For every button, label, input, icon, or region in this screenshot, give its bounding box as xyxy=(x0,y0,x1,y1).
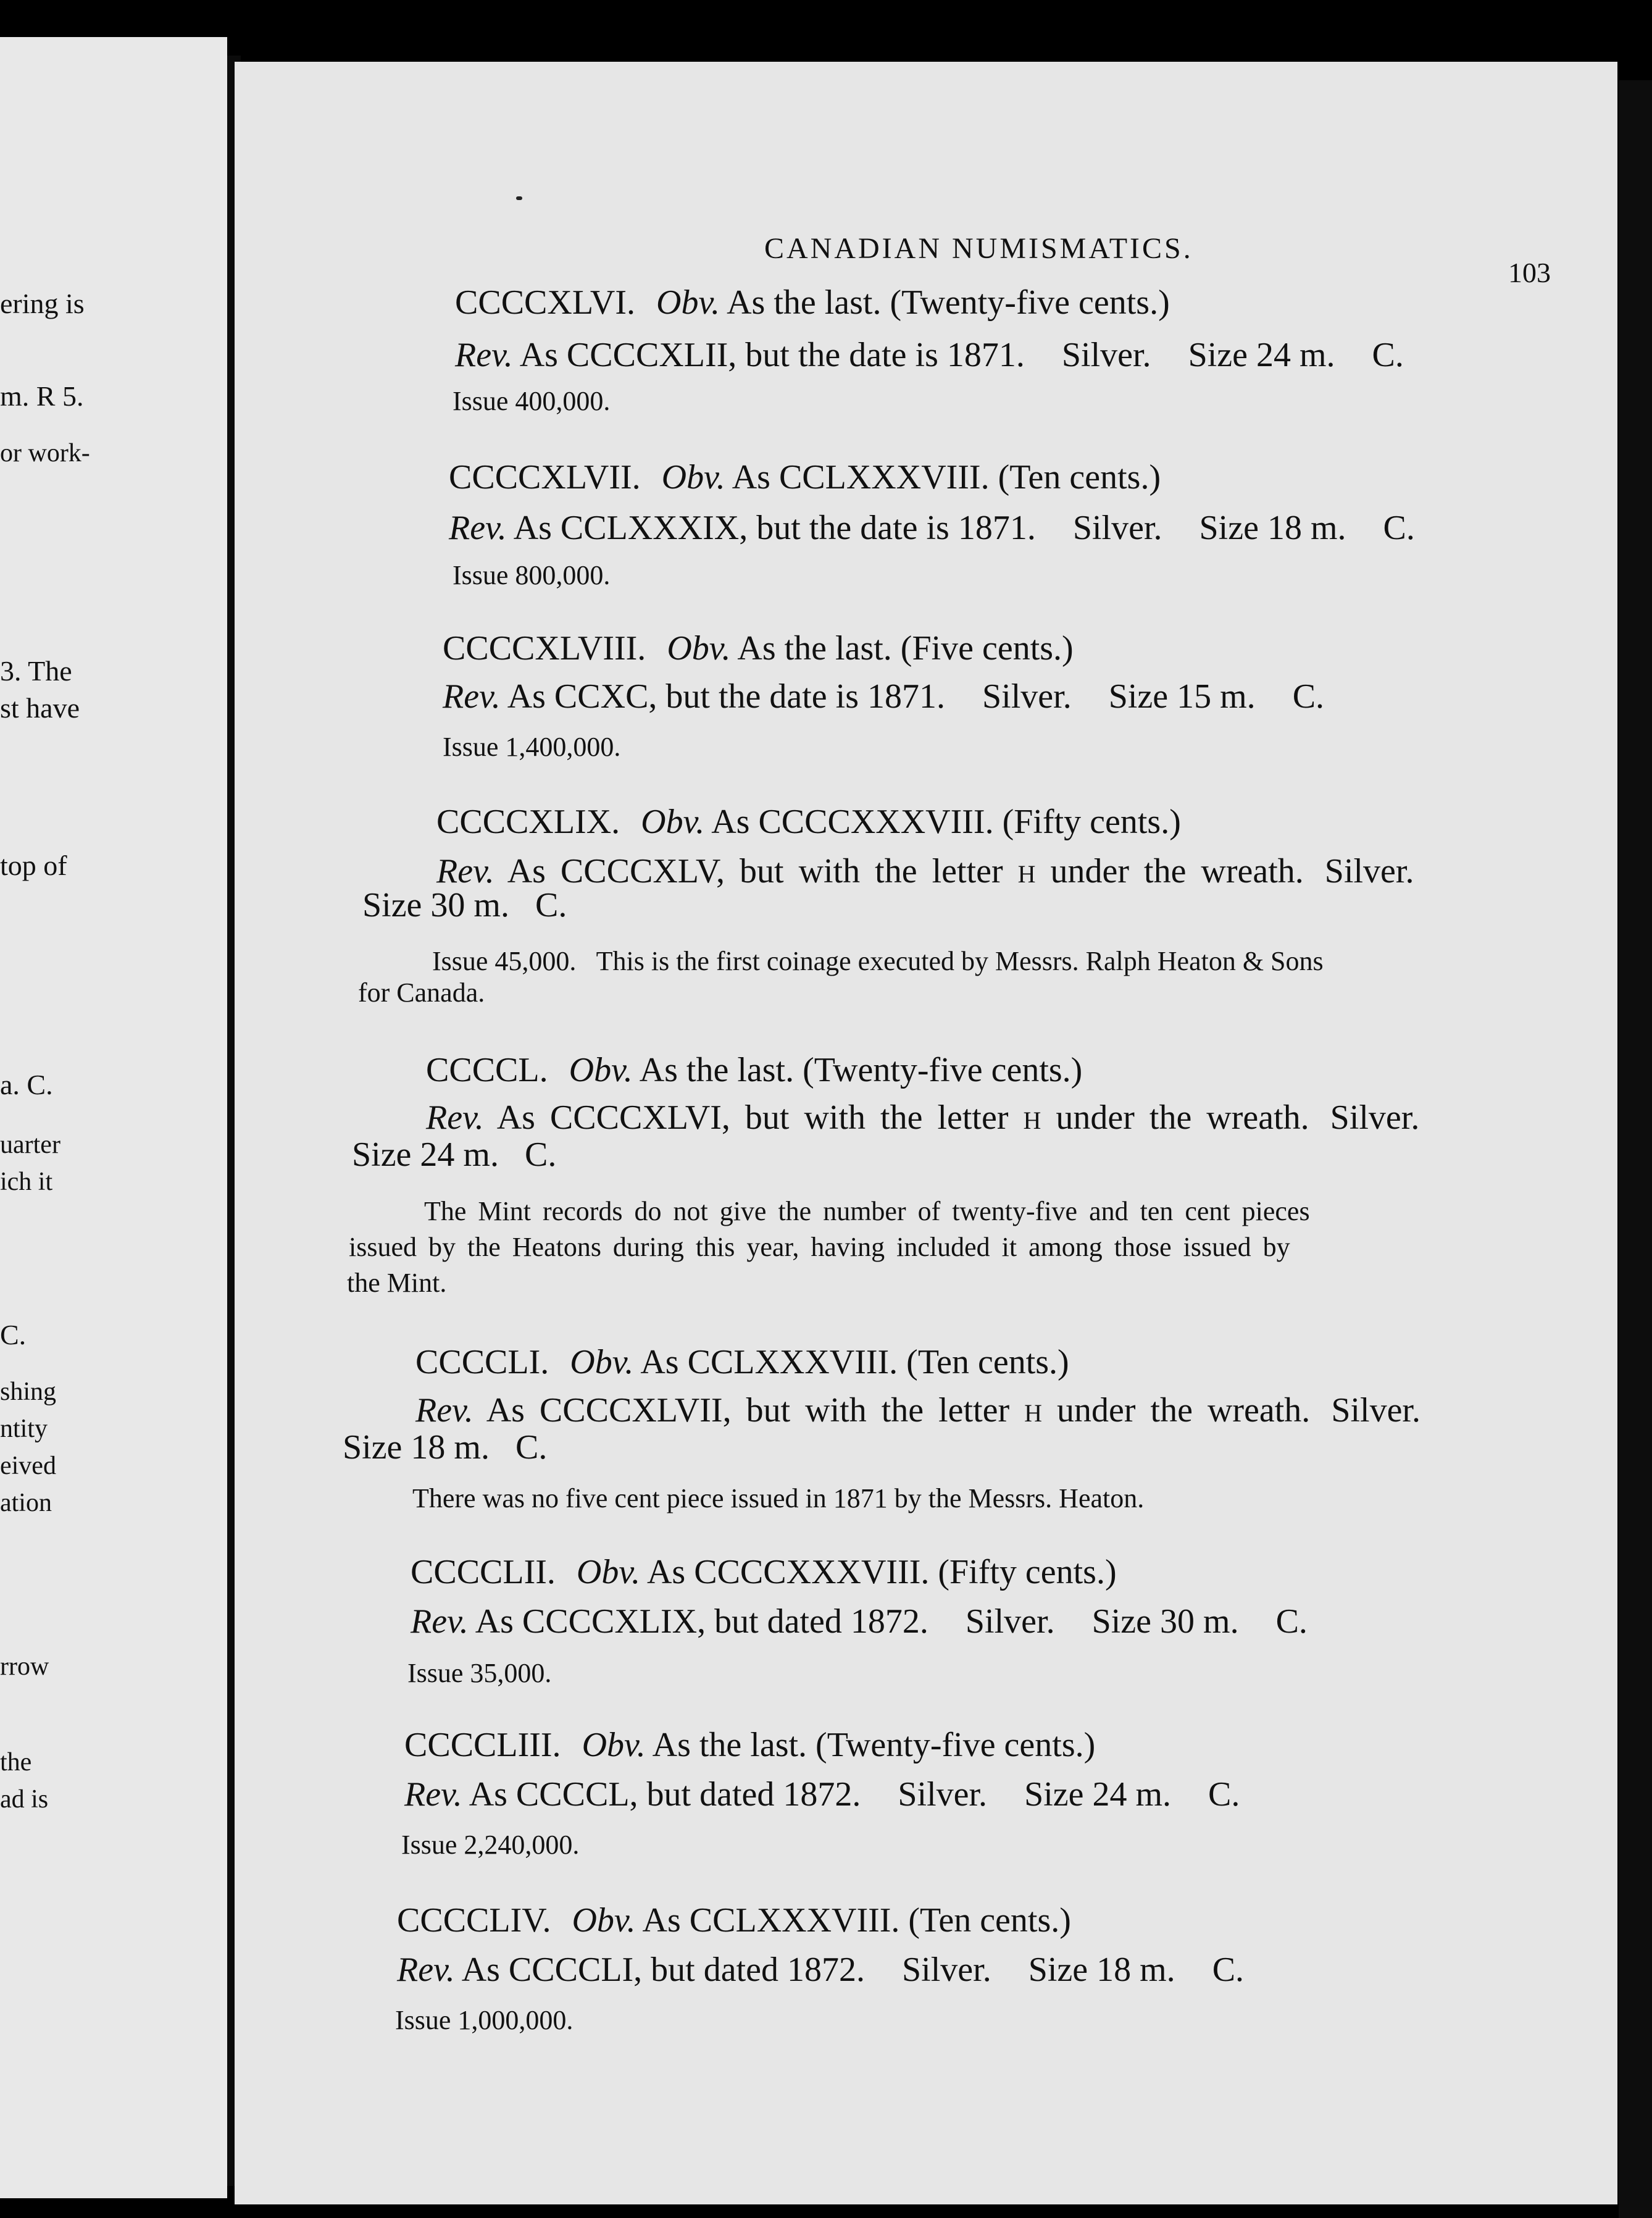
rarity: C. xyxy=(1372,336,1404,374)
entry-note: There was no five cent piece issued in 1871 by the Messrs. Heaton. xyxy=(412,1483,1145,1513)
reverse-line xyxy=(404,1777,1240,1812)
reverse-text: As CCXC, but the date is 1871. xyxy=(507,677,946,716)
left-fragment: C. xyxy=(0,1319,27,1350)
reverse-text: As CCCCLI, but dated 1872. xyxy=(461,1951,866,1989)
size-rarity: Size 18 m. C. xyxy=(343,1428,548,1467)
entry-note: The Mint records do not give the number of twenty-five and ten cent pieces xyxy=(424,1196,1310,1226)
print-speck xyxy=(516,196,522,200)
metal: Silver. xyxy=(1331,1391,1420,1429)
left-fragment: st have xyxy=(0,692,80,724)
entry-heading xyxy=(436,805,1181,839)
left-fragment: top of xyxy=(0,850,67,881)
reverse-line xyxy=(415,1393,1420,1428)
mint-mark: H xyxy=(1024,1399,1043,1427)
reverse-label: Rev. xyxy=(411,1602,469,1641)
entry-heading xyxy=(397,1903,1071,1938)
reverse-line xyxy=(443,679,1324,714)
reverse-text: As CCCCXLII, but the date is 1871. xyxy=(519,336,1025,374)
size: Size 15 m. xyxy=(1108,677,1256,716)
size-rarity: Size 24 m. C. xyxy=(352,1136,557,1174)
size: Size 18 m. xyxy=(1199,509,1346,547)
size: Size 24 m. xyxy=(1024,1775,1172,1814)
reverse-text: As CCCCXLV, but with the letter xyxy=(507,852,1003,890)
reverse-text: As CCCCL, but dated 1872. xyxy=(469,1775,861,1814)
reverse-label: Rev. xyxy=(455,336,513,374)
obverse-label: Obv. xyxy=(641,803,705,841)
obverse-label: Obv. xyxy=(569,1051,633,1089)
left-fragment: ation xyxy=(0,1489,52,1517)
obverse-label: Obv. xyxy=(572,1901,636,1940)
size: Size 18 m. xyxy=(1028,1951,1175,1989)
obverse-text: As CCCCXXXVIII. (Fifty cents.) xyxy=(646,1553,1117,1591)
entry-note: Issue 400,000. xyxy=(453,386,611,416)
left-fragment: ad is xyxy=(0,1785,49,1814)
entry-heading xyxy=(443,631,1074,666)
obverse-text: As CCCCXXXVIII. (Fifty cents.) xyxy=(711,803,1181,841)
left-fragment: uarter xyxy=(0,1131,60,1159)
entry-note-cont: issued by the Heatons during this year, having included it among those issued by xyxy=(349,1232,1290,1262)
reverse-label: Rev. xyxy=(404,1775,462,1814)
left-fragment: shing xyxy=(0,1378,57,1406)
rarity: C. xyxy=(1212,1951,1245,1989)
obverse-label: Obv. xyxy=(582,1726,646,1764)
rarity: C. xyxy=(1275,1602,1308,1641)
obverse-text: As the last. (Twenty-five cents.) xyxy=(652,1726,1096,1764)
obverse-text: As the last. (Twenty-five cents.) xyxy=(727,283,1170,322)
entry-note: Issue 45,000. This is the first coinage executed by Messrs. Ralph Heaton & Sons xyxy=(432,946,1324,976)
metal: Silver. xyxy=(1072,509,1162,547)
reverse-line xyxy=(449,511,1415,545)
entry-heading xyxy=(455,285,1170,320)
left-fragment: ering is xyxy=(0,288,85,319)
page-number: 103 xyxy=(1508,257,1551,288)
entry-note: Issue 1,400,000. xyxy=(443,732,621,762)
obverse-label: Obv. xyxy=(667,629,731,667)
reverse-text: As CCCCXLIX, but dated 1872. xyxy=(475,1602,928,1641)
left-fragment: 3. The xyxy=(0,655,72,687)
left-fragment: m. R 5. xyxy=(0,380,84,412)
reverse-label: Rev. xyxy=(436,852,494,890)
reverse-line xyxy=(436,854,1414,889)
reverse-label: Rev. xyxy=(426,1099,484,1137)
reverse-text: As CCCCXLVII, but with the letter xyxy=(486,1391,1010,1429)
entry-number: CCCCXLVII. xyxy=(449,458,641,496)
reverse-text-cont: under the wreath. xyxy=(1050,852,1304,890)
mint-mark: H xyxy=(1017,860,1036,888)
reverse-text-cont: under the wreath. xyxy=(1057,1391,1311,1429)
reverse-label: Rev. xyxy=(449,509,507,547)
reverse-line xyxy=(411,1604,1308,1639)
obverse-text: As the last. (Twenty-five cents.) xyxy=(639,1051,1083,1089)
reverse-text: As CCCCXLVI, but with the letter xyxy=(496,1099,1009,1137)
entry-note: Issue 35,000. xyxy=(407,1658,552,1688)
entry-heading xyxy=(404,1728,1095,1762)
entry-number: CCCCXLVIII. xyxy=(443,629,646,667)
entry-heading xyxy=(449,460,1161,495)
rarity: C. xyxy=(1292,677,1325,716)
obverse-text: As CCLXXXVIII. (Ten cents.) xyxy=(642,1901,1071,1940)
left-fragment: or work- xyxy=(0,439,90,467)
entry-note: Issue 1,000,000. xyxy=(395,2005,574,2035)
entry-number: CCCCL. xyxy=(426,1051,548,1089)
reverse-text-cont: under the wreath. xyxy=(1056,1099,1309,1137)
left-fragment: ich it xyxy=(0,1168,53,1196)
entry-number: CCCCLI. xyxy=(415,1343,549,1381)
entry-note-cont: the Mint. xyxy=(347,1268,447,1298)
reverse-line xyxy=(426,1100,1419,1135)
size-rarity: Size 30 m. C. xyxy=(362,886,567,924)
rarity: C. xyxy=(1383,509,1415,547)
obverse-label: Obv. xyxy=(570,1343,634,1381)
metal: Silver. xyxy=(1061,336,1151,374)
obverse-text: As CCLXXXVIII. (Ten cents.) xyxy=(640,1343,1069,1381)
mint-mark: H xyxy=(1023,1107,1041,1134)
reverse-label: Rev. xyxy=(415,1391,473,1429)
entry-heading xyxy=(411,1555,1117,1589)
metal: Silver. xyxy=(1324,852,1414,890)
entry-number: CCCCLII. xyxy=(411,1553,556,1591)
previous-page-margin xyxy=(0,37,227,2198)
entry-number: CCCCLIII. xyxy=(404,1726,561,1764)
entry-number: CCCCXLVI. xyxy=(455,283,636,322)
metal: Silver. xyxy=(902,1951,991,1989)
left-fragment: the xyxy=(0,1748,32,1776)
size: Size 24 m. xyxy=(1188,336,1335,374)
entry-number: CCCCXLIX. xyxy=(436,803,620,841)
entry-note: Issue 2,240,000. xyxy=(401,1830,580,1860)
obverse-text: As CCLXXXVIII. (Ten cents.) xyxy=(732,458,1161,496)
running-head: CANADIAN NUMISMATICS. xyxy=(764,232,1193,265)
rarity: C. xyxy=(1208,1775,1240,1814)
metal: Silver. xyxy=(965,1602,1055,1641)
reverse-label: Rev. xyxy=(443,677,501,716)
left-fragment: ntity xyxy=(0,1415,48,1443)
obverse-text: As the last. (Five cents.) xyxy=(737,629,1074,667)
entry-note-cont: for Canada. xyxy=(358,977,485,1008)
reverse-line xyxy=(397,1952,1244,1987)
left-fragment: eived xyxy=(0,1452,56,1480)
metal: Silver. xyxy=(1330,1099,1420,1137)
obverse-label: Obv. xyxy=(661,458,725,496)
metal: Silver. xyxy=(898,1775,988,1814)
left-fragment: rrow xyxy=(0,1652,49,1681)
entry-number: CCCCLIV. xyxy=(397,1901,551,1940)
entry-heading xyxy=(415,1345,1069,1379)
obverse-label: Obv. xyxy=(576,1553,641,1591)
entry-heading xyxy=(426,1053,1082,1087)
reverse-line xyxy=(455,338,1404,372)
entry-note: Issue 800,000. xyxy=(453,560,611,590)
obverse-label: Obv. xyxy=(656,283,720,322)
page-edge-shadow xyxy=(1619,80,1652,2218)
size: Size 30 m. xyxy=(1091,1602,1239,1641)
reverse-text: As CCLXXXIX, but the date is 1871. xyxy=(513,509,1036,547)
left-fragment: a. C. xyxy=(0,1069,53,1100)
reverse-label: Rev. xyxy=(397,1951,455,1989)
metal: Silver. xyxy=(982,677,1072,716)
